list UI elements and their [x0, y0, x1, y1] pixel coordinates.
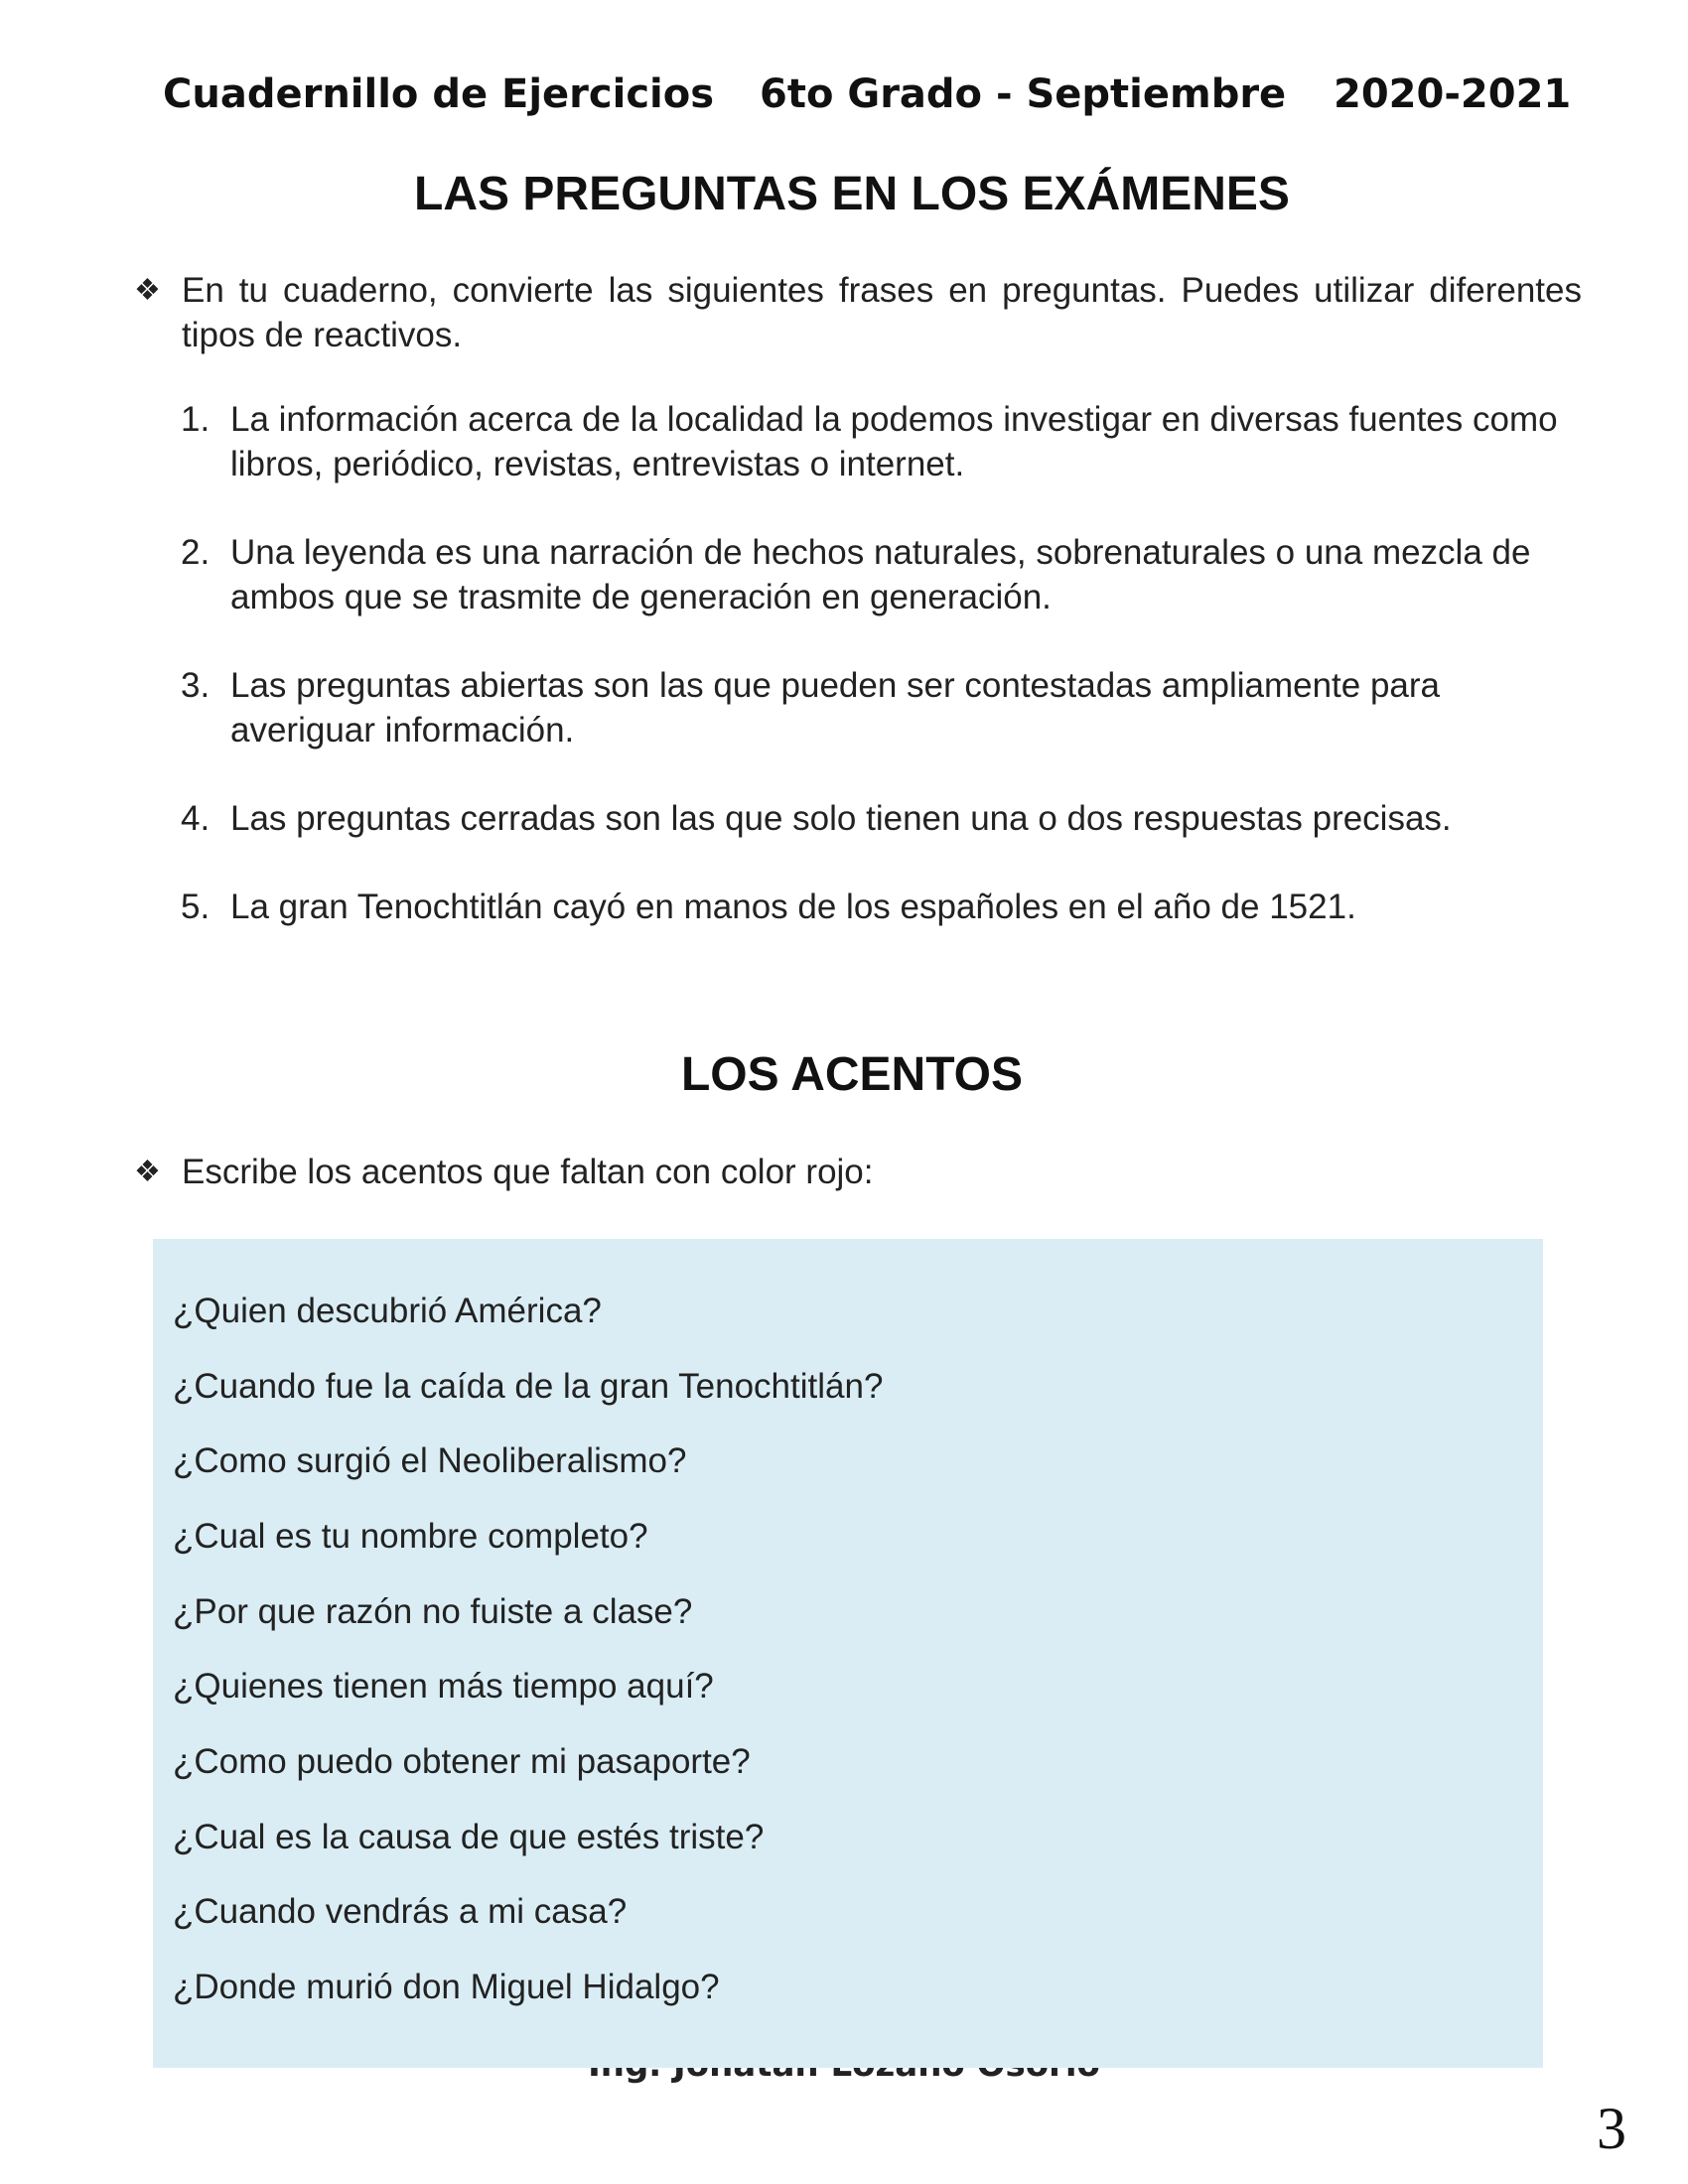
section-title-acentos: LOS ACENTOS: [680, 1048, 1024, 1101]
list-item-number: 4.: [181, 799, 211, 838]
instruction-acentos: [134, 1150, 1582, 1194]
list-item-text: La gran Tenochtitlán cayó en manos de los españoles en el año de 1521.: [230, 887, 1356, 926]
question-line: ¿Cual es la causa de que estés triste?: [173, 1818, 765, 1856]
questions-box: [153, 1239, 1543, 2068]
section-title-preguntas: LAS PREGUNTAS EN LOS EXÁMENES: [414, 168, 1290, 220]
diamond-bullet-icon: ❖: [134, 1156, 161, 1188]
header-booklet-title: Cuadernillo de Ejercicios: [163, 71, 715, 117]
list-item: [181, 663, 1591, 752]
list-item-text: Una leyenda es una narración de hechos naturales, sobrenaturales o una mezcla de ambos que se trasmite de generación en generación.: [230, 533, 1531, 616]
question-line: ¿Donde murió don Miguel Hidalgo?: [173, 1968, 720, 2006]
question-line: ¿Como surgió el Neoliberalismo?: [173, 1441, 687, 1480]
page-number: 3: [1597, 2096, 1626, 2161]
instruction-text: En tu cuaderno, convierte las siguientes frases en preguntas. Puedes utilizar diferentes tipos de reactivos.: [182, 271, 1582, 354]
question-line: ¿Cuando vendrás a mi casa?: [173, 1892, 628, 1931]
diamond-bullet-icon: ❖: [134, 274, 161, 307]
question-line: ¿Quienes tienen más tiempo aquí?: [173, 1667, 714, 1706]
question-line: ¿Por que razón no fuiste a clase?: [173, 1592, 693, 1631]
list-item-text: Las preguntas cerradas son las que solo tienen una o dos respuestas precisas.: [230, 799, 1452, 838]
sentence-list: [181, 397, 1591, 973]
list-item: [181, 796, 1591, 841]
header-grade-month: 6to Grado - Septiembre: [760, 71, 1287, 117]
list-item-number: 1.: [181, 400, 211, 439]
list-item: [181, 530, 1591, 619]
list-item-number: 2.: [181, 533, 211, 572]
question-line: ¿Como puedo obtener mi pasaporte?: [173, 1742, 751, 1781]
list-item: [181, 885, 1591, 929]
list-item-number: 5.: [181, 887, 211, 926]
question-line: ¿Cual es tu nombre completo?: [173, 1517, 648, 1556]
question-line: ¿Quien descubrió América?: [173, 1292, 602, 1330]
list-item: [181, 397, 1591, 486]
instruction-preguntas: [134, 268, 1582, 357]
list-item-text: Las preguntas abiertas son las que pueden ser contestadas ampliamente para averiguar información.: [230, 666, 1441, 750]
instruction-text: Escribe los acentos que faltan con color rojo:: [182, 1153, 874, 1191]
question-line: ¿Cuando fue la caída de la gran Tenochtitlán?: [173, 1367, 884, 1406]
page-header: [159, 71, 1572, 131]
list-item-number: 3.: [181, 666, 211, 705]
header-school-year: 2020-2021: [1334, 71, 1572, 117]
list-item-text: La información acerca de la localidad la podemos investigar en diversas fuentes como libros, periódico, revistas, entrevistas o internet.: [230, 400, 1558, 483]
